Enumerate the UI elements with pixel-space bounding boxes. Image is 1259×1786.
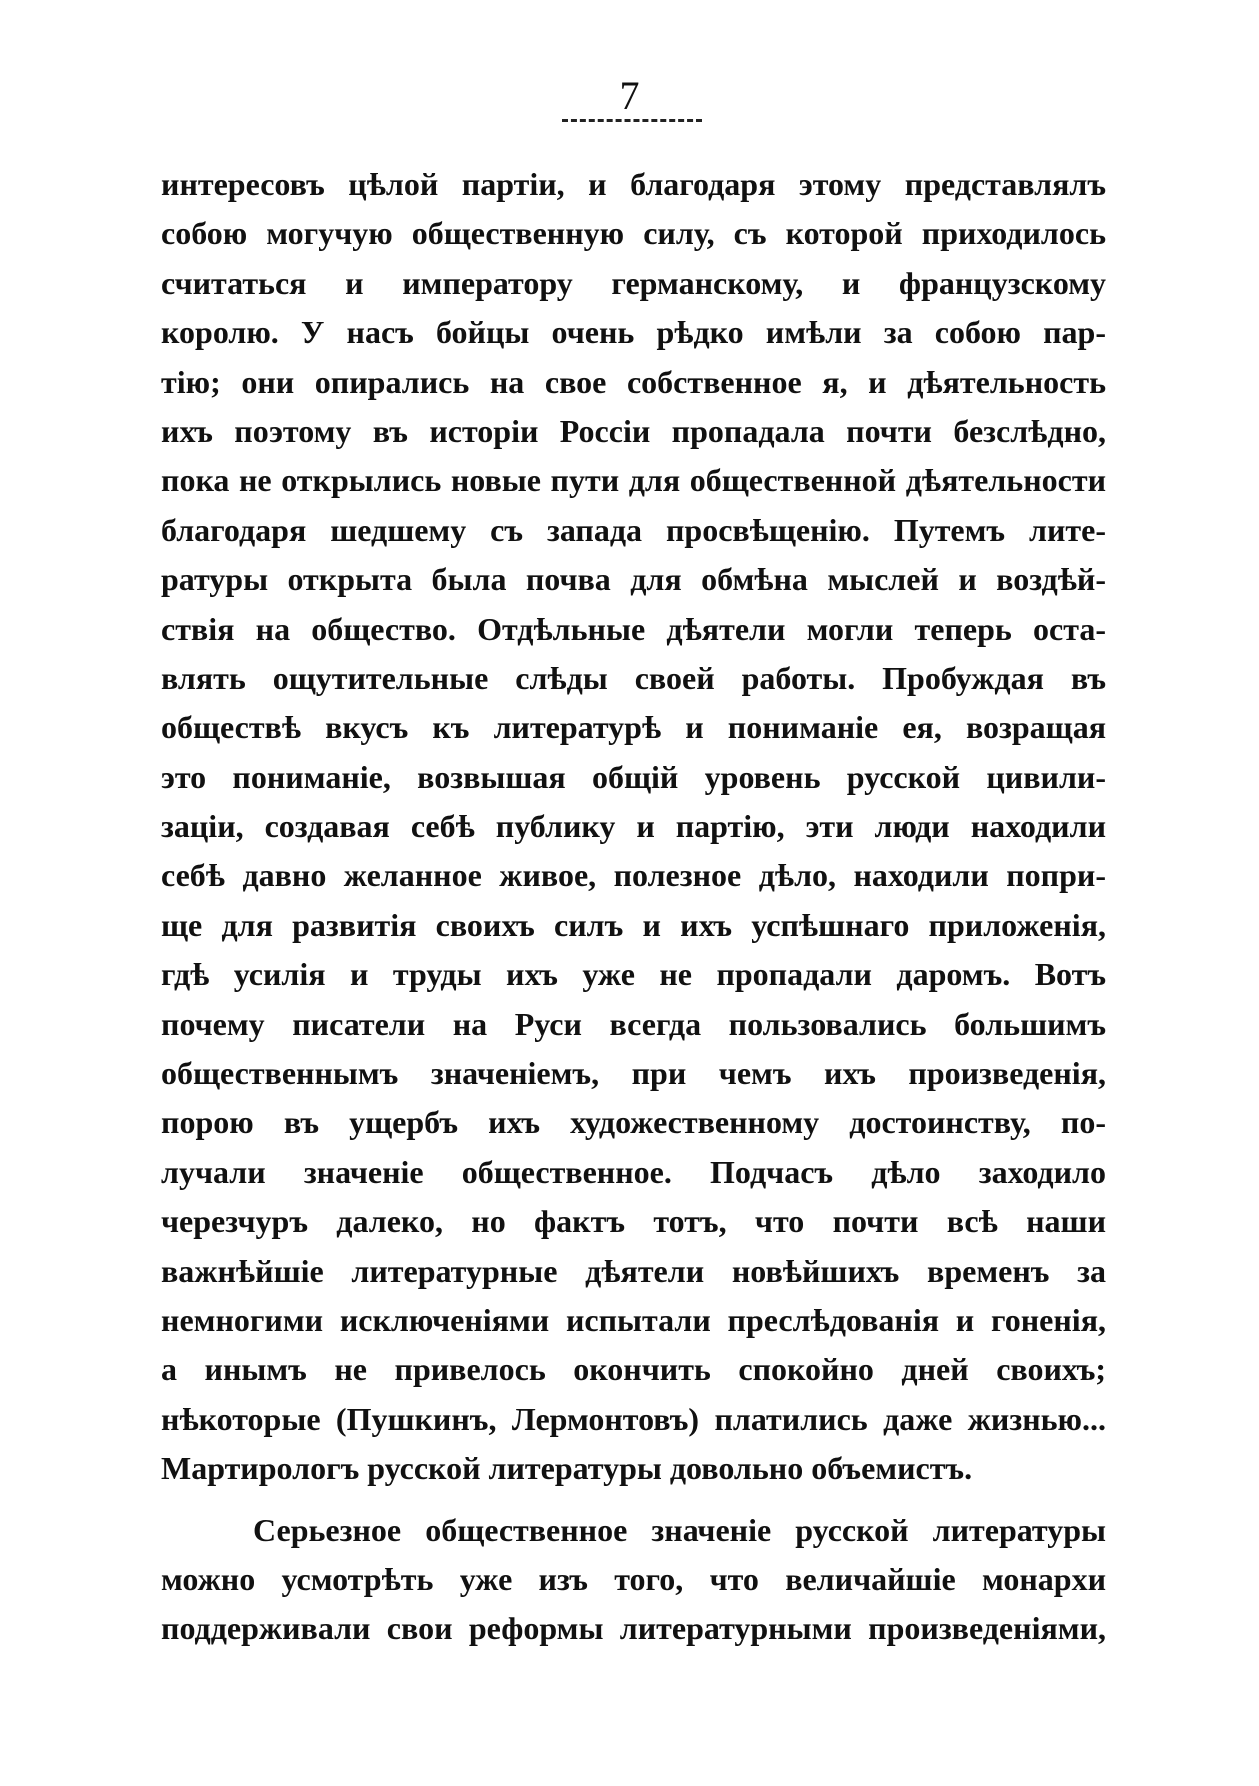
text-line: немногими исключеніями испытали преслѣдованія и гоненія, [161, 1301, 1106, 1338]
text-line: поддерживали свои реформы литературными произведеніями, [161, 1610, 1106, 1647]
text-line: важнѣйшіе литературные дѣятели новѣйшихъ временъ за [161, 1252, 1106, 1289]
text-line: нѣкоторые (Пушкинъ, Лермонтовъ) платились даже жизнью... [161, 1400, 1106, 1437]
paragraph-1 [161, 160, 1106, 1494]
text-line: себѣ давно желанное живое, полезное дѣло, находили попри- [161, 857, 1106, 894]
text-line: ратуры открыта была почва для обмѣна мыслей и воздѣй- [161, 561, 1106, 598]
text-line: это пониманіе, возвышая общій уровень русской цивили- [161, 758, 1106, 795]
text-line: Серьезное общественное значеніе русской литературы [253, 1511, 1106, 1548]
text-line: ще для развитія своихъ силъ и ихъ успѣшнаго приложенія, [161, 906, 1106, 943]
text-line: порою въ ущербъ ихъ художественному достоинству, по- [161, 1104, 1106, 1141]
text-line: благодаря шедшему съ запада просвѣщенію. Путемъ лите- [161, 511, 1106, 548]
text-line: ихъ поэтому въ исторіи Россіи пропадала почти безслѣдно, [161, 412, 1106, 449]
text-line: интересовъ цѣлой партіи, и благодаря этому представлялъ [161, 166, 1106, 202]
text-line: собою могучую общественную силу, съ которой приходилось [161, 215, 1106, 252]
text-line: гдѣ усилія и труды ихъ уже не пропадали даромъ. Вотъ [161, 956, 1106, 993]
paragraph-2 [161, 1506, 1106, 1654]
text-line: лучали значеніе общественное. Подчасъ дѣло заходило [161, 1153, 1106, 1190]
text-line: считаться и императору германскому, и французскому [161, 264, 1106, 301]
text-line: а инымъ не привелось окончить спокойно дней своихъ; [161, 1351, 1106, 1388]
text-line: можно усмотрѣть уже изъ того, что величайшіе монархи [161, 1560, 1106, 1597]
body-text [161, 160, 1106, 1654]
text-line: королю. У насъ бойцы очень рѣдко имѣли за собою пар- [161, 314, 1106, 351]
text-line: ствія на общество. Отдѣльные дѣятели могли теперь оста- [161, 610, 1106, 647]
text-line: тію; они опирались на свое собственное я, и дѣятельность [161, 363, 1106, 400]
text-line: заціи, создавая себѣ публику и партію, эти люди находили [161, 808, 1106, 845]
page-number-rule [562, 119, 702, 122]
text-line: почему писатели на Руси всегда пользовались большимъ [161, 1005, 1106, 1042]
text-line: общественнымъ значеніемъ, при чемъ ихъ произведенія, [161, 1055, 1106, 1092]
page-number: 7 [619, 73, 640, 118]
paragraph-gap [161, 1494, 1106, 1506]
text-line: влять ощутительные слѣды своей работы. Пробуждая въ [161, 659, 1106, 696]
text-line: черезчуръ далеко, но фактъ тотъ, что почти всѣ наши [161, 1203, 1106, 1240]
text-line: Мартирологъ русской литературы довольно объемистъ. [161, 1450, 973, 1487]
text-line: обществѣ вкусъ къ литературѣ и пониманіе ея, возращая [161, 709, 1106, 746]
text-line: пока не открылись новые пути для общественной дѣятельности [161, 462, 1106, 499]
